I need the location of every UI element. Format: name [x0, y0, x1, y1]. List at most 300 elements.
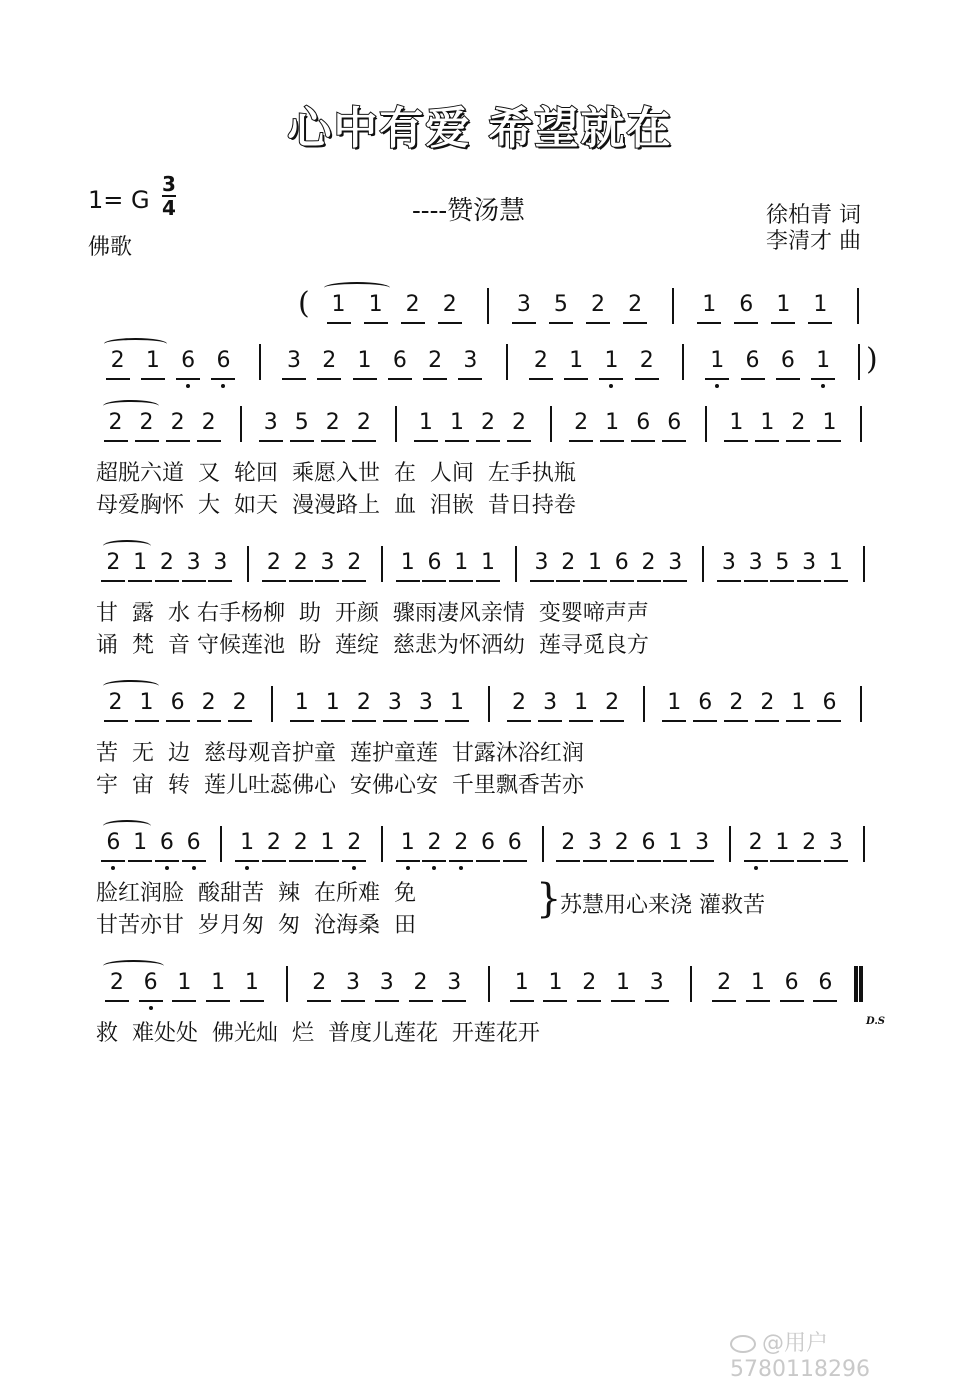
underline: [734, 322, 758, 324]
slur: [103, 540, 151, 552]
lyric-line-2: 诵 梵 音 守候莲池 盼 莲绽 慈悲为怀洒幼 莲寻觅良方: [96, 633, 649, 658]
note: 6: [614, 550, 629, 575]
underline: [770, 580, 794, 582]
underline: [388, 378, 412, 380]
underline: [445, 440, 469, 442]
underline: [637, 860, 661, 862]
underline: [155, 580, 179, 582]
underline: [770, 860, 794, 862]
time-bottom: 4: [162, 196, 176, 220]
lyricist-credit: 徐柏青 词: [766, 203, 861, 228]
note: 2: [293, 550, 308, 575]
barline: [488, 686, 490, 722]
underline: [811, 378, 835, 380]
note: 1: [574, 690, 589, 715]
note: 1: [133, 830, 148, 855]
underline: [290, 720, 314, 722]
underline: [438, 322, 462, 324]
underline: [105, 1000, 129, 1002]
note: 2: [574, 410, 589, 435]
underline: [139, 1000, 163, 1002]
low-octave-dot: [245, 866, 249, 870]
note: 2: [266, 550, 281, 575]
underline: [135, 440, 159, 442]
underline: [529, 378, 553, 380]
underline: [476, 580, 500, 582]
note: 1: [729, 410, 744, 435]
underline: [705, 378, 729, 380]
barline: [488, 966, 490, 1002]
note: 2: [106, 550, 121, 575]
note: 1: [569, 348, 584, 373]
note: 2: [139, 410, 154, 435]
note: 1: [514, 970, 529, 995]
note: 2: [442, 292, 457, 317]
note: 3: [828, 830, 843, 855]
dedication: ----赞汤慧: [412, 196, 526, 226]
note: 2: [356, 410, 371, 435]
barline: [220, 826, 222, 862]
underline: [106, 378, 130, 380]
note: 1: [320, 830, 335, 855]
note: 1: [325, 690, 340, 715]
note: 2: [427, 830, 442, 855]
underline: [321, 440, 345, 442]
brace: }: [536, 876, 562, 922]
note: 2: [729, 690, 744, 715]
note: 1: [449, 690, 464, 715]
note: 3: [463, 348, 478, 373]
underline: [755, 440, 779, 442]
note: 2: [428, 348, 443, 373]
note: 3: [516, 292, 531, 317]
note: 1: [776, 292, 791, 317]
underline: [510, 1000, 534, 1002]
note: 5: [775, 550, 790, 575]
underline: [786, 720, 810, 722]
underline: [396, 860, 420, 862]
underline: [414, 440, 438, 442]
underline: [104, 720, 128, 722]
note: 1: [240, 830, 255, 855]
underline: [445, 720, 469, 722]
underline: [352, 720, 376, 722]
low-octave-dot: [165, 866, 169, 870]
barline: [542, 826, 544, 862]
underline: [315, 860, 339, 862]
underline: [240, 1000, 264, 1002]
song-title: 心中有爱 希望就在: [287, 103, 673, 154]
slur: [103, 680, 159, 692]
underline: [717, 580, 741, 582]
note: 2: [293, 830, 308, 855]
slur: [103, 960, 164, 972]
underline: [824, 580, 848, 582]
note: 1: [244, 970, 259, 995]
note: 6: [170, 690, 185, 715]
note: 1: [481, 550, 495, 575]
note: 6: [507, 830, 522, 855]
underline: [352, 440, 376, 442]
key-signature: 1= G: [88, 186, 150, 214]
note: 2: [582, 970, 597, 995]
underline: [635, 378, 659, 380]
note: 3: [748, 550, 763, 575]
note: 2: [108, 690, 123, 715]
underline: [155, 860, 179, 862]
note: 1: [813, 292, 828, 317]
barline: [690, 966, 692, 1002]
note: 6: [822, 690, 837, 715]
note: 2: [628, 292, 643, 317]
note: 2: [110, 348, 125, 373]
note: 3: [346, 970, 361, 995]
underline: [315, 580, 339, 582]
underline: [600, 720, 624, 722]
note: 3: [447, 970, 462, 995]
note: 3: [721, 550, 736, 575]
barline: [857, 288, 859, 324]
underline: [262, 580, 286, 582]
note: 1: [605, 410, 620, 435]
low-octave-dot: [352, 866, 356, 870]
note: 2: [356, 690, 371, 715]
low-octave-dot: [192, 866, 196, 870]
note: 1: [357, 348, 372, 373]
underline: [599, 378, 623, 380]
underline: [383, 720, 407, 722]
underline: [364, 322, 388, 324]
underline: [458, 378, 482, 380]
note: 2: [561, 550, 576, 575]
note: 6: [780, 348, 795, 373]
note: 2: [454, 830, 469, 855]
underline: [556, 580, 580, 582]
slur: [103, 820, 151, 832]
note: 2: [405, 292, 420, 317]
underline: [662, 440, 686, 442]
underline: [569, 720, 593, 722]
barline: [286, 966, 288, 1002]
barline: [705, 406, 707, 442]
note: 6: [143, 970, 158, 995]
note: 1: [331, 292, 346, 317]
note: 2: [201, 410, 216, 435]
underline: [401, 322, 425, 324]
underline: [786, 440, 810, 442]
note: 2: [802, 830, 817, 855]
underline: [583, 580, 607, 582]
note: 3: [534, 550, 549, 575]
note: 1: [294, 690, 309, 715]
barline: [515, 546, 517, 582]
barline: [240, 406, 242, 442]
low-octave-dot: [821, 384, 825, 388]
note: 1: [368, 292, 383, 317]
note: 6: [745, 348, 760, 373]
note: 1: [400, 830, 415, 855]
note: 1: [604, 348, 619, 373]
genre-label: 佛歌: [88, 235, 133, 260]
barline: [860, 406, 862, 442]
lyric-line-1: 甘 露 水 右手杨柳 助 开颜 骤雨凄风亲情 变婴啼声声: [96, 601, 649, 626]
barline: [247, 546, 249, 582]
underline: [583, 860, 607, 862]
lyric-line-2: 宇 宙 转 莲儿吐蕊佛心 安佛心安 千里飘香苦亦: [96, 773, 584, 798]
note: 1: [133, 550, 148, 575]
note: 6: [181, 348, 196, 373]
underline: [771, 322, 795, 324]
underline: [101, 860, 125, 862]
lyric-line-1: 超脱六道 又 轮回 乘愿入世 在 人间 左手执瓶: [96, 461, 576, 486]
ds-mark: D.S: [866, 1016, 886, 1027]
underline: [755, 720, 779, 722]
underline: [289, 580, 313, 582]
note: 1: [702, 292, 717, 317]
note: 1: [177, 970, 192, 995]
final-barline: [859, 966, 863, 1002]
barline: [860, 686, 862, 722]
note: 1: [211, 970, 226, 995]
time-top: 3: [162, 172, 176, 196]
underline: [824, 860, 848, 862]
underline: [208, 580, 232, 582]
barline: [643, 686, 645, 722]
barline: [487, 288, 489, 324]
underline: [414, 720, 438, 722]
note: 2: [347, 830, 362, 855]
underline: [503, 860, 527, 862]
note: 6: [641, 830, 656, 855]
barline: [395, 406, 397, 442]
note: 2: [639, 348, 654, 373]
low-octave-dot: [149, 1006, 153, 1010]
note: 3: [649, 970, 664, 995]
underline: [262, 860, 286, 862]
note: 1: [400, 550, 415, 575]
underline: [697, 322, 721, 324]
note: 6: [216, 348, 231, 373]
note: 6: [186, 830, 201, 855]
note: 1: [791, 690, 806, 715]
underline: [600, 440, 624, 442]
underline: [197, 720, 221, 722]
note: 2: [201, 690, 216, 715]
underline: [744, 860, 768, 862]
low-octave-dot: [406, 866, 410, 870]
underline: [623, 322, 647, 324]
note: 1: [668, 830, 683, 855]
underline: [690, 860, 714, 862]
underline: [321, 720, 345, 722]
note: 6: [427, 550, 442, 575]
note: 6: [739, 292, 754, 317]
note: 2: [322, 348, 337, 373]
low-octave-dot: [432, 866, 436, 870]
note: 2: [232, 690, 247, 715]
note: 2: [312, 970, 327, 995]
note: 6: [106, 830, 121, 855]
underline: [476, 440, 500, 442]
note: 3: [379, 970, 394, 995]
underline: [289, 860, 313, 862]
underline: [342, 860, 366, 862]
barline: [863, 826, 865, 862]
low-octave-dot: [459, 866, 463, 870]
underline: [744, 580, 768, 582]
note: 1: [775, 830, 790, 855]
underline: [317, 378, 341, 380]
underline: [396, 580, 420, 582]
underline: [569, 440, 593, 442]
weibo-eye-icon: [730, 1335, 756, 1353]
barline: [550, 406, 552, 442]
underline: [645, 1000, 669, 1002]
underline: [610, 580, 634, 582]
note: 2: [512, 690, 527, 715]
underline: [211, 378, 235, 380]
underline: [817, 720, 841, 722]
low-octave-dot: [186, 384, 190, 388]
note: 1: [760, 410, 775, 435]
watermark-text: @用户5780118296: [730, 1331, 870, 1382]
note: 3: [320, 550, 335, 575]
underline: [530, 580, 554, 582]
lyric-line-1: 苦 无 边 慈母观音护童 莲护童莲 甘露沐浴红润: [96, 741, 584, 766]
note: 1: [822, 410, 837, 435]
underline: [442, 1000, 466, 1002]
underline: [172, 1000, 196, 1002]
note: 2: [533, 348, 548, 373]
underline: [101, 580, 125, 582]
barline: [672, 288, 674, 324]
underline: [813, 1000, 837, 1002]
underline: [197, 440, 221, 442]
note: 3: [695, 830, 710, 855]
note: 1: [548, 970, 563, 995]
underline: [228, 720, 252, 722]
note: 2: [748, 830, 763, 855]
low-octave-dot: [609, 384, 613, 388]
underline: [543, 1000, 567, 1002]
note: 1: [710, 348, 725, 373]
barline: [682, 344, 684, 380]
underline: [206, 1000, 230, 1002]
barline: [863, 546, 865, 582]
underline: [663, 580, 687, 582]
note: 1: [454, 550, 469, 575]
underline: [610, 860, 634, 862]
underline: [327, 322, 351, 324]
lyric-line-2: 甘苦亦甘 岁月匆 匆 沧海桑 田: [96, 913, 416, 938]
barline: [858, 344, 860, 380]
note: 2: [717, 970, 732, 995]
barline: [729, 826, 731, 862]
note: 3: [543, 690, 558, 715]
note: 3: [418, 690, 433, 715]
lyric-line-2: 母爱胸怀 大 如天 漫漫路上 血 泪嵌 昔日持卷: [96, 493, 576, 518]
underline: [724, 440, 748, 442]
joined-lyric: 苏慧用心来浇 灌救苦: [560, 893, 765, 918]
note: 5: [553, 292, 568, 317]
underline: [423, 378, 447, 380]
underline: [507, 720, 531, 722]
barline: [506, 344, 508, 380]
underline: [741, 378, 765, 380]
note: 3: [213, 550, 228, 575]
note: 2: [481, 410, 495, 435]
underline: [422, 580, 446, 582]
underline: [631, 440, 655, 442]
note: 3: [287, 348, 301, 373]
underline: [693, 720, 717, 722]
slur: [324, 282, 391, 294]
underline: [128, 580, 152, 582]
note: 2: [325, 410, 340, 435]
note: 1: [588, 550, 603, 575]
underline: [663, 860, 687, 862]
low-octave-dot: [754, 866, 758, 870]
underline: [182, 860, 206, 862]
composer-credit: 李清才 曲: [766, 229, 861, 254]
note: 2: [413, 970, 428, 995]
note: 2: [591, 292, 605, 317]
underline: [512, 322, 536, 324]
note: 2: [641, 550, 656, 575]
underline: [577, 1000, 601, 1002]
note: 6: [159, 830, 174, 855]
underline: [282, 378, 306, 380]
underline: [141, 378, 165, 380]
barline: [381, 546, 383, 582]
note: 6: [636, 410, 651, 435]
time-signature: [162, 174, 176, 218]
underline: [797, 580, 821, 582]
barline: [259, 344, 261, 380]
note: 6: [481, 830, 495, 855]
underline: [637, 580, 661, 582]
underline: [611, 1000, 635, 1002]
note: 3: [668, 550, 683, 575]
note: 1: [828, 550, 843, 575]
note: 2: [170, 410, 185, 435]
note: 3: [588, 830, 603, 855]
underline: [538, 720, 562, 722]
underline: [556, 860, 580, 862]
underline: [166, 720, 190, 722]
slur: [103, 400, 159, 412]
note: 1: [615, 970, 630, 995]
barline: [381, 826, 383, 862]
underline: [507, 440, 531, 442]
lyric-line-1: 救 难处处 佛光灿 烂 普度儿莲花 开莲花开: [96, 1021, 540, 1046]
note: 2: [108, 410, 123, 435]
note: 3: [263, 410, 278, 435]
note: 1: [139, 690, 154, 715]
note: 1: [449, 410, 464, 435]
underline: [135, 720, 159, 722]
underline: [724, 720, 748, 722]
underline: [353, 378, 377, 380]
underline: [409, 1000, 433, 1002]
note: 5: [294, 410, 309, 435]
open-paren: (: [298, 286, 310, 321]
barline: [271, 686, 273, 722]
note: 2: [109, 970, 124, 995]
underline: [422, 860, 446, 862]
note: 2: [561, 830, 576, 855]
underline: [341, 1000, 365, 1002]
